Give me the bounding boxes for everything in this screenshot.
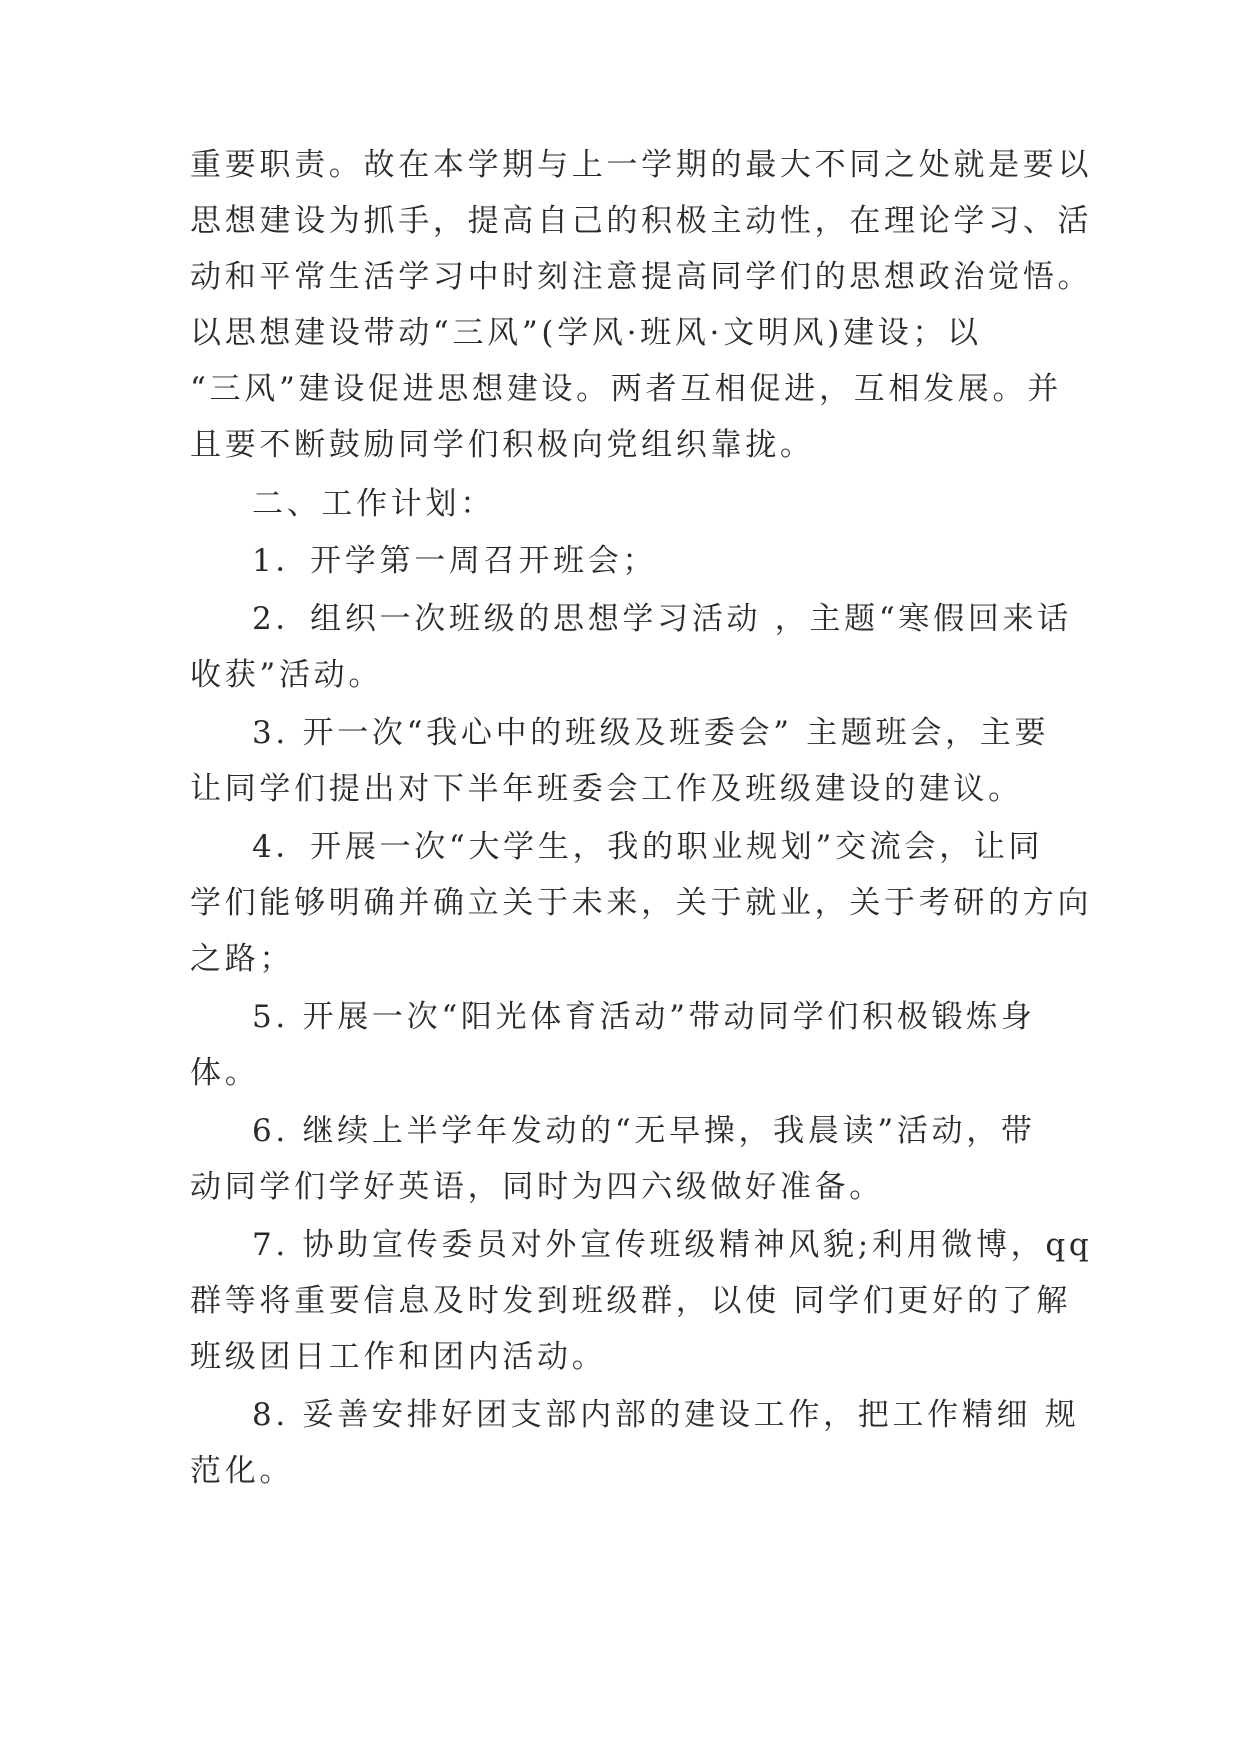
plan-item-7-line-3: 班级团日工作和团内活动。 bbox=[190, 1339, 607, 1375]
plan-item-8-line-1: 8. 妥善安排好团支部内部的建设工作，把工作精细 规 bbox=[252, 1397, 1080, 1433]
paragraph-1-line-3: 动和平常生活学习中时刻注意提高同学们的思想政治觉悟。 bbox=[190, 259, 1093, 295]
plan-item-1: 1．开学第一周召开班会； bbox=[252, 543, 658, 579]
plan-item-4-line-2: 学们能够明确并确立关于未来，关于就业，关于考研的方向 bbox=[190, 885, 1093, 921]
paragraph-1-line-2: 思想建设为抓手，提高自己的积极主动性，在理论学习、活 bbox=[190, 203, 1093, 239]
paragraph-1-line-4: 以思想建设带动“三风”(学风·班风·文明风)建设；以 bbox=[190, 315, 982, 351]
section-heading-work-plan: 二、工作计划： bbox=[252, 486, 495, 522]
plan-item-4-line-1: 4．开展一次“大学生，我的职业规划”交流会，让同 bbox=[252, 829, 1044, 865]
plan-item-5-line-1: 5. 开展一次“阳光体育活动”带动同学们积极锻炼身 bbox=[252, 999, 1036, 1035]
plan-item-3-line-1: 3. 开一次“我心中的班级及班委会” 主题班会，主要 bbox=[252, 715, 1050, 751]
paragraph-1-line-5: “三风”建设促进思想建设。两者互相促进，互相发展。并 bbox=[190, 371, 1062, 407]
paragraph-1-line-6: 且要不断鼓励同学们积极向党组织靠拢。 bbox=[190, 427, 815, 463]
plan-item-7-line-2: 群等将重要信息及时发到班级群，以使 同学们更好的了解 bbox=[190, 1283, 1072, 1319]
plan-item-6-line-2: 动同学们学好英语，同时为四六级做好准备。 bbox=[190, 1169, 884, 1205]
plan-item-5-line-2: 体。 bbox=[190, 1055, 260, 1091]
plan-item-2-line-2: 收获”活动。 bbox=[190, 657, 384, 693]
plan-item-7-line-1: 7. 协助宣传委员对外宣传班级精神风貌;利用微博，qq bbox=[252, 1227, 1093, 1263]
plan-item-2-line-1: 2．组织一次班级的思想学习活动 ，主题“寒假回来话 bbox=[252, 601, 1072, 637]
plan-item-6-line-1: 6. 继续上半学年发动的“无早操，我晨读”活动，带 bbox=[252, 1113, 1036, 1149]
plan-item-8-line-2: 范化。 bbox=[190, 1453, 295, 1489]
paragraph-1-line-1: 重要职责。故在本学期与上一学期的最大不同之处就是要以 bbox=[190, 147, 1093, 183]
plan-item-4-line-3: 之路； bbox=[190, 941, 295, 977]
plan-item-3-line-2: 让同学们提出对下半年班委会工作及班级建设的建议。 bbox=[190, 771, 1023, 807]
